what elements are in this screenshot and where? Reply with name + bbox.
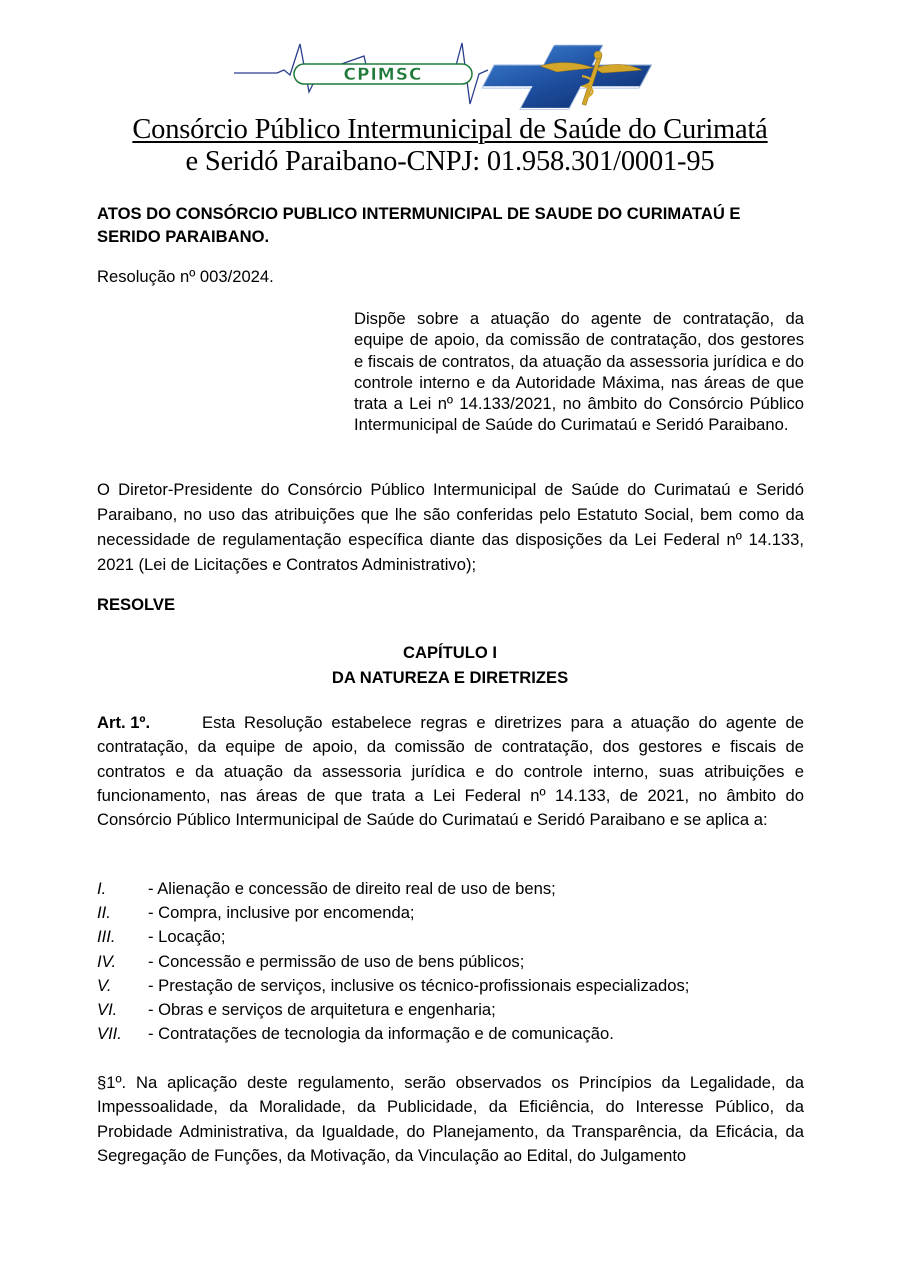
list-item: [97, 901, 804, 925]
item-number: II.: [97, 903, 111, 923]
item-text: - Locação;: [148, 927, 226, 947]
article-1-items: [97, 877, 804, 1046]
item-text: - Concessão e permissão de uso de bens públicos;: [148, 951, 525, 971]
list-item: [97, 974, 804, 998]
list-item: [97, 925, 804, 949]
item-text: - Contratações de tecnologia da informação e de comunicação.: [148, 1024, 614, 1044]
medical-cross-icon: [469, 44, 664, 109]
logo-graphic: [222, 40, 678, 112]
resolve-heading: RESOLVE: [97, 595, 176, 614]
item-text: - Alienação e concessão de direito real de uso de bens;: [148, 879, 556, 898]
list-item: [97, 950, 804, 974]
atos-heading: ATOS DO CONSÓRCIO PUBLICO INTERMUNICIPAL DE SAUDE DO CURIMATAÚ E SERIDO PARAIBANO.: [97, 204, 741, 247]
list-item: [97, 998, 804, 1022]
svg-text:CPIMSC: CPIMSC: [343, 65, 423, 85]
article-1: [97, 711, 804, 832]
list-item: [97, 1022, 804, 1046]
resolution-number: Resolução nº 003/2024.: [97, 267, 274, 286]
chapter-title: CAPÍTULO I: [402, 643, 498, 662]
preamble-paragraph: O Diretor-Presidente do Consórcio Público Intermunicipal de Saúde do Curimataú e Seridó Paraibano, no uso das atribuições que lhe são conferidas pelo Estatuto Social, bem como da necessidade de regulamentação específica diante das disposições da Lei Federal nº 14.133, 2021 (Lei de Licitações e Contratos Administrativo);: [97, 480, 804, 574]
list-item: [97, 877, 804, 901]
item-text: - Compra, inclusive por encomenda;: [148, 903, 415, 923]
item-text: - Prestação de serviços, inclusive os técnico-profissionais especializados;: [148, 975, 690, 995]
cpimsc-logo: [222, 40, 678, 112]
ementa-summary: Dispõe sobre a atuação do agente de contratação, da equipe de apoio, da comissão de contratação, dos gestores e fiscais de contratos, da atuação da assessoria jurídica e do controle interno e da Autoridade Máxima, nas áreas de que trata a Lei nº 14.133/2021, no âmbito do Consórcio Público Intermunicipal de Saúde do Curimataú e Seridó Paraibano.: [354, 309, 804, 435]
header-title-line2: e Seridó Paraibano-CNPJ: 01.958.301/0001-95: [185, 146, 715, 177]
item-number: V.: [97, 975, 112, 995]
paragraph-1: §1º. Na aplicação deste regulamento, serão observados os Princípios da Legalidade, da Impessoalidade, da Moralidade, da Publicidade, da Eficiência, do Interesse Público, da Probidade Administrativa, da Igualdade, do Planejamento, da Transparência, da Eficácia, da Segregação de Funções, da Motivação, da Vinculação ao Edital, do Julgamento: [97, 1073, 804, 1165]
article-1-text: Esta Resolução estabelece regras e diretrizes para a atuação do agente de contratação, da equipe de apoio, da comissão de contratação, dos gestores e fiscais de contratos e da atuação da assessoria jurídica e do controle interno, suas atribuições e funcionamento, nas áreas de que trata a Lei Federal nº 14.133, de 2021, no âmbito do Consórcio Público Intermunicipal de Saúde do Curimataú e Seridó Paraibano e se aplica a:: [97, 713, 804, 830]
item-number: III.: [97, 927, 116, 947]
chapter-subtitle: DA NATUREZA E DIRETRIZES: [331, 668, 569, 687]
article-1-label: Art. 1º.: [97, 713, 151, 732]
item-number: IV.: [97, 951, 117, 971]
item-number: VI.: [97, 999, 118, 1019]
header-title-line1: Consórcio Público Intermunicipal de Saúde do Curimatá: [132, 114, 768, 145]
item-text: - Obras e serviços de arquitetura e engenharia;: [148, 999, 496, 1019]
item-number: I.: [97, 879, 107, 898]
item-number: VII.: [97, 1024, 122, 1044]
